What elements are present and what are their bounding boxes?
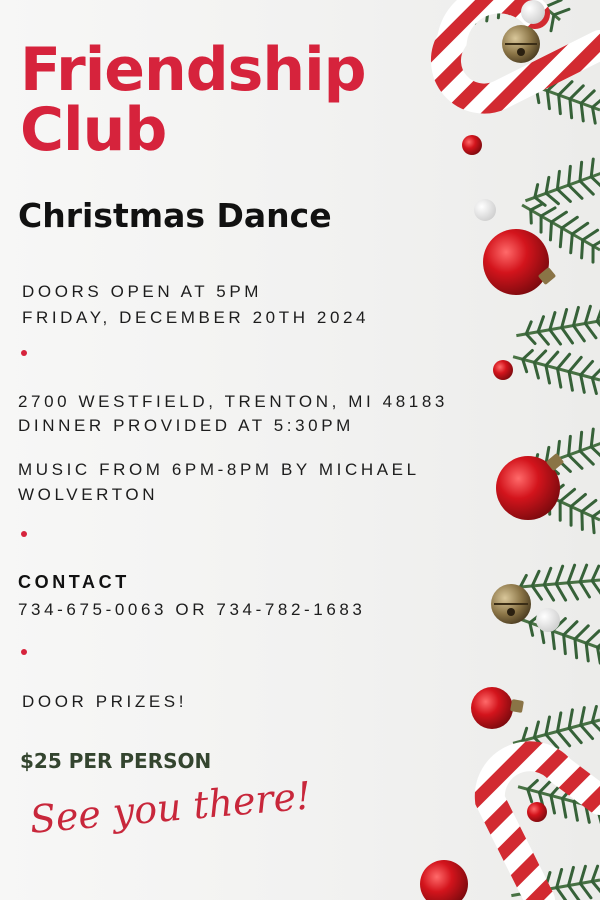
signoff-script: See you there! xyxy=(28,773,313,842)
event-subtitle: Christmas Dance xyxy=(18,196,332,235)
event-title xyxy=(20,35,366,165)
door-prizes-text: DOOR PRIZES! xyxy=(22,692,188,711)
bullet-divider-2 xyxy=(21,531,27,537)
dinner-text: DINNER PROVIDED AT 5:30PM xyxy=(18,416,354,435)
jingle-bells xyxy=(491,25,540,624)
music-text-line-1: MUSIC FROM 6PM-8PM BY MICHAEL xyxy=(18,460,420,479)
music-text-line-2: WOLVERTON xyxy=(18,485,159,504)
contact-heading: CONTACT xyxy=(18,572,130,592)
doors-open-text: DOORS OPEN AT 5PM xyxy=(22,282,263,301)
title-line-2: Club xyxy=(20,95,167,165)
title-line-1: Friendship xyxy=(20,35,366,105)
candy-cane-bottom xyxy=(490,756,600,900)
contact-phones: 734-675-0063 OR 734-782-1683 xyxy=(18,600,366,619)
event-date-text: FRIDAY, DECEMBER 20TH 2024 xyxy=(22,308,370,327)
address-text: 2700 WESTFIELD, TRENTON, MI 48183 xyxy=(18,392,448,411)
bullet-divider-1 xyxy=(21,350,27,356)
bullet-divider-3 xyxy=(21,649,27,655)
price-text: $25 PER PERSON xyxy=(20,749,212,773)
